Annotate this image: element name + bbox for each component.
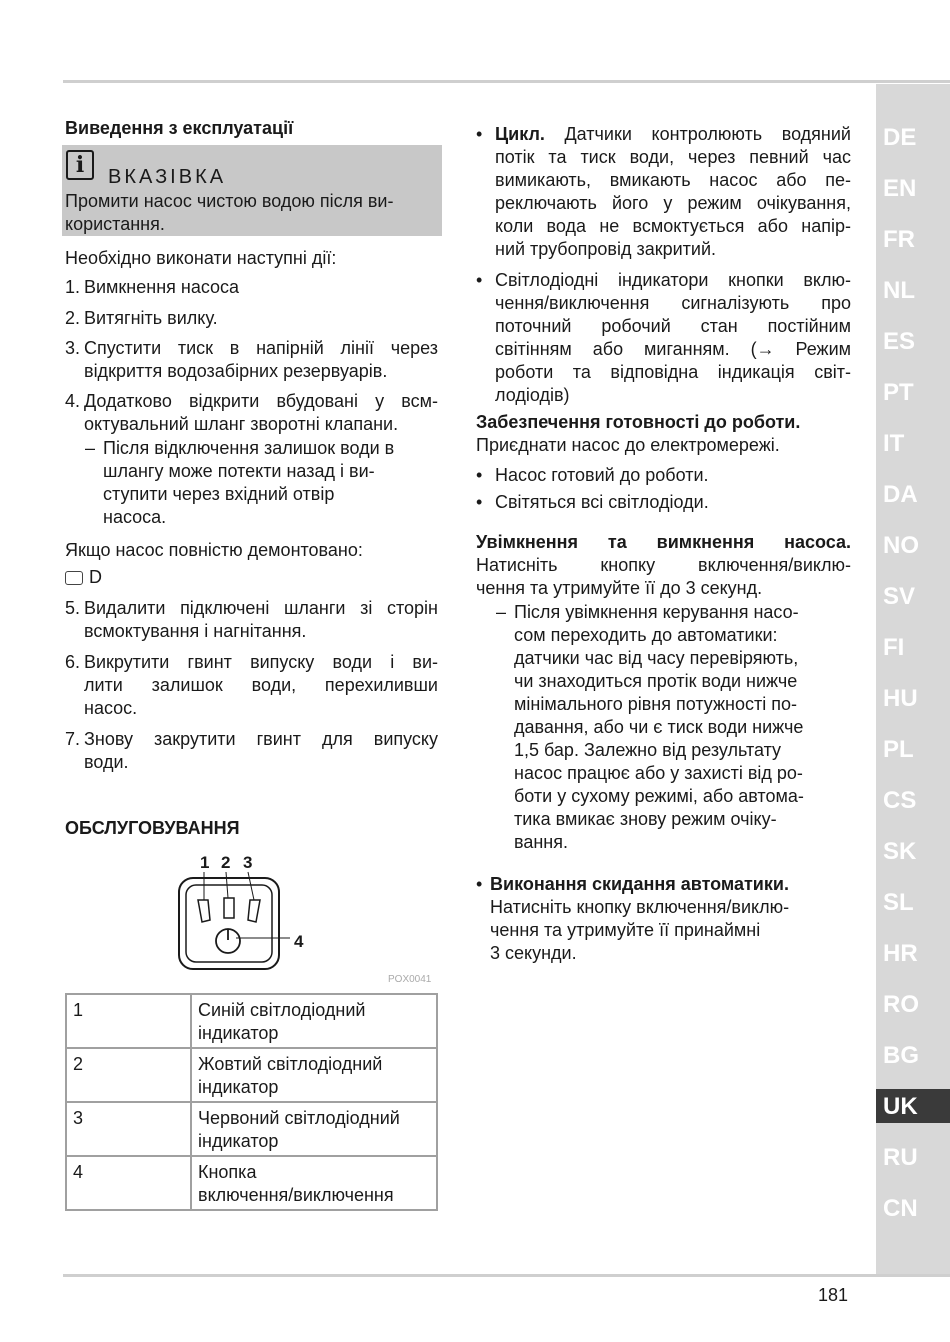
- dash-mark: –: [85, 438, 96, 458]
- on-off-heading: Увімкнення та вимкнення насоса.: [476, 532, 851, 552]
- on-off-dash-line: тика вмикає знову режим очіку-: [514, 809, 777, 829]
- language-tab-pt[interactable]: PT: [883, 379, 914, 406]
- language-tab-cn[interactable]: CN: [883, 1195, 918, 1222]
- d-reference: [65, 566, 438, 589]
- step-text-line: лити залишок води, перехиливши: [84, 675, 438, 695]
- dash-mark: –: [496, 602, 507, 622]
- step-item: [65, 276, 438, 299]
- language-tab-cs[interactable]: CS: [883, 787, 917, 814]
- led-legend-table-wrap: [65, 993, 438, 1211]
- step-text-line: відкриття водозабірних резервуарів.: [84, 361, 388, 381]
- ready-bullet-1-text: Насос готовий до роботи.: [495, 465, 709, 485]
- language-tab-sk[interactable]: SK: [883, 838, 917, 865]
- language-tab-de[interactable]: DE: [883, 124, 917, 151]
- note-text-1: Промити насос чистою водою після ви-: [65, 191, 394, 211]
- step-item: [65, 597, 438, 643]
- step-text-line: Знову закрутити гвинт для випуску: [84, 729, 438, 749]
- step-text-line: Витягніть вилку.: [84, 308, 218, 328]
- language-tab-ru[interactable]: RU: [883, 1144, 918, 1171]
- step-text-line: Додатково відкрити вбудовані у всм-: [84, 391, 438, 411]
- table-value-line: Синій світлодіодний: [198, 1000, 366, 1020]
- step-number: 7.: [65, 729, 81, 749]
- bullet-mark: •: [476, 124, 483, 144]
- cycle-line: коли вода не всмоктується або напір-: [495, 216, 851, 236]
- leds-line: чення/виключення сигналізують про: [495, 293, 851, 313]
- on-off-dash: [476, 601, 851, 854]
- page-number: 181: [818, 1285, 849, 1305]
- table-value-line: індикатор: [198, 1077, 279, 1097]
- subnote-line: насоса.: [103, 507, 167, 527]
- table-value: [191, 1102, 437, 1156]
- top-rule: [63, 80, 950, 83]
- step-number: 2.: [65, 308, 81, 328]
- leds-line: лодіодів): [495, 385, 570, 405]
- language-tab-it[interactable]: IT: [883, 430, 905, 457]
- language-tab-fr[interactable]: FR: [883, 226, 915, 253]
- step-number: 4.: [65, 391, 81, 411]
- bottom-rule: [63, 1274, 950, 1277]
- step-item: [65, 651, 438, 720]
- on-off-dash-line: сом переходить до автоматики:: [514, 625, 778, 645]
- cycle-line: потік та тиск води, через певний час: [495, 147, 851, 167]
- intro-text: Необхідно виконати наступні дії:: [65, 248, 337, 268]
- fig-label-1: 1: [200, 853, 210, 872]
- on-off-line: Натисніть кнопку включення/виклю-: [476, 555, 851, 575]
- cycle-heading: Цикл.: [495, 124, 545, 144]
- table-key: 2: [66, 1048, 191, 1102]
- reset-bullet: [476, 873, 851, 965]
- reset-heading: Виконання скидання автоматики.: [490, 874, 789, 894]
- bullet-cycle: [476, 123, 851, 261]
- ready-bullet-2-text: Світяться всі світлодіоди.: [495, 492, 709, 512]
- on-off-dash-line: Після увімкнення керування насо-: [514, 602, 799, 622]
- subnote-line: шлангу може потекти назад і ви-: [103, 461, 375, 481]
- language-tab-sv[interactable]: SV: [883, 583, 916, 610]
- language-tab-fi[interactable]: FI: [883, 634, 905, 661]
- step-number: 1.: [65, 277, 81, 297]
- table-row: [66, 1156, 437, 1210]
- fig-label-3: 3: [243, 853, 253, 872]
- table-key: 3: [66, 1102, 191, 1156]
- table-value-line: Жовтий світлодіодний: [198, 1054, 383, 1074]
- language-tab-hr[interactable]: HR: [883, 940, 918, 967]
- d-ref-label: D: [89, 567, 102, 587]
- language-tab-en[interactable]: EN: [883, 175, 917, 202]
- fig-label-4: 4: [294, 932, 304, 951]
- on-off-dash-line: мінімального рівня потужності по-: [514, 694, 797, 714]
- on-off-dash-line: давання, або чи є тиск води нижче: [514, 717, 804, 737]
- figure-code: POX0041: [388, 974, 432, 985]
- on-off-dash-line: чи знаходиться протік води нижче: [514, 671, 798, 691]
- subnote-line: Після відключення залишок води в: [103, 438, 395, 458]
- maintenance-heading: ОБСЛУГОВУВАННЯ: [65, 818, 240, 838]
- table-key: 1: [66, 994, 191, 1048]
- led-legend-table: [65, 993, 438, 1211]
- step-text-line: Викрутити гвинт випуску води і ви-: [84, 652, 438, 672]
- on-off-dash-line: датчики час від часу перевіряють,: [514, 648, 799, 668]
- on-off-dash-line: 1,5 бар. Залежно від результату: [514, 740, 782, 760]
- reset-line: чення та утримуйте її принаймні: [490, 920, 761, 940]
- bullet-mark: •: [476, 492, 483, 512]
- step-text-line: насос.: [84, 698, 138, 718]
- step-item: [65, 728, 438, 774]
- control-panel-figure: [170, 850, 310, 975]
- language-tab-uk[interactable]: UK: [883, 1093, 918, 1120]
- language-tab-da[interactable]: DA: [883, 481, 918, 508]
- table-row: [66, 1048, 437, 1102]
- table-value-line: Кнопка: [198, 1162, 257, 1182]
- info-icon: i: [66, 150, 94, 180]
- on-off-text: [476, 554, 851, 600]
- step-item: [65, 390, 438, 436]
- step-text-line: всмоктування і нагнітання.: [84, 621, 307, 641]
- table-row: [66, 994, 437, 1048]
- cycle-line: реключають його у режим очікування,: [495, 193, 851, 213]
- table-value: [191, 994, 437, 1048]
- on-off-dash-line: вання.: [514, 832, 568, 852]
- bullet-mark: •: [476, 874, 483, 894]
- leds-line: роботи та відповідна індикація світ-: [495, 362, 851, 382]
- table-value-line: індикатор: [198, 1023, 279, 1043]
- cycle-text: Датчики контролюють водяний: [564, 124, 851, 144]
- step-number: 6.: [65, 652, 81, 672]
- table-row: [66, 1102, 437, 1156]
- leds-line: Світлодіодні індикатори кнопки вклю-: [495, 270, 851, 290]
- cycle-line: ний трубопровід закритий.: [495, 239, 717, 259]
- fig-label-2: 2: [221, 853, 231, 872]
- table-value: [191, 1156, 437, 1210]
- language-tab-es[interactable]: ES: [883, 328, 916, 355]
- page-ref-icon: [65, 571, 83, 585]
- on-off-dash-line: насос працює або у захисті від ро-: [514, 763, 803, 783]
- step-number: 3.: [65, 338, 81, 358]
- reset-line: Натисніть кнопку включення/виклю-: [490, 897, 790, 917]
- cycle-line: вимикають, вмикають насос або пе-: [495, 170, 851, 190]
- step-4-subnote: [65, 437, 438, 529]
- table-value-line: включення/виключення: [198, 1185, 394, 1205]
- ready-heading: Забезпечення готовності до роботи.: [476, 412, 801, 432]
- table-value: [191, 1048, 437, 1102]
- step-text-line: Видалити підключені шланги зі сторін: [84, 598, 438, 618]
- step-text-line: октувальний шланг зворотні клапани.: [84, 414, 399, 434]
- language-tab-nl[interactable]: NL: [883, 277, 915, 304]
- subnote-line: ступити через вхідний отвір: [103, 484, 335, 504]
- bullet-mark: •: [476, 270, 483, 290]
- language-tab-hu[interactable]: HU: [883, 685, 918, 712]
- on-off-dash-line: боти у сухому режимі, або автома-: [514, 786, 804, 806]
- note-text-2: користання.: [65, 214, 165, 234]
- language-tab-ro[interactable]: RO: [883, 991, 919, 1018]
- on-off-line: чення та утримуйте її до 3 секунд.: [476, 578, 763, 598]
- ready-text: Приєднати насос до електромережі.: [476, 435, 780, 455]
- step-item: [65, 307, 438, 330]
- language-tab-pl[interactable]: PL: [883, 736, 914, 763]
- step-text-line: Спустити тиск в напірній лінії через: [84, 338, 438, 358]
- table-value-line: індикатор: [198, 1131, 279, 1151]
- note-title: ВКАЗІВКА: [108, 166, 227, 188]
- cycle-line: [495, 123, 851, 146]
- if-text: Якщо насос повністю демонтовано:: [65, 540, 363, 560]
- table-key: 4: [66, 1156, 191, 1210]
- reset-line: 3 секунди.: [490, 943, 577, 963]
- table-value-line: Червоний світлодіодний: [198, 1108, 400, 1128]
- language-tab-no[interactable]: NO: [883, 532, 919, 559]
- bullet-leds: [476, 269, 851, 407]
- step-text-line: Вимкнення насоса: [84, 277, 240, 297]
- leds-line: світінням або миганням. (→ Режим: [495, 339, 851, 359]
- step-text-line: води.: [84, 752, 129, 772]
- decommission-heading: Виведення з експлуатації: [65, 118, 294, 138]
- language-tab-sl[interactable]: SL: [883, 889, 914, 916]
- bullet-mark: •: [476, 465, 483, 485]
- language-tab-bg[interactable]: BG: [883, 1042, 919, 1069]
- leds-line: поточний робочий стан постійним: [495, 316, 851, 336]
- step-item: [65, 337, 438, 383]
- step-number: 5.: [65, 598, 81, 618]
